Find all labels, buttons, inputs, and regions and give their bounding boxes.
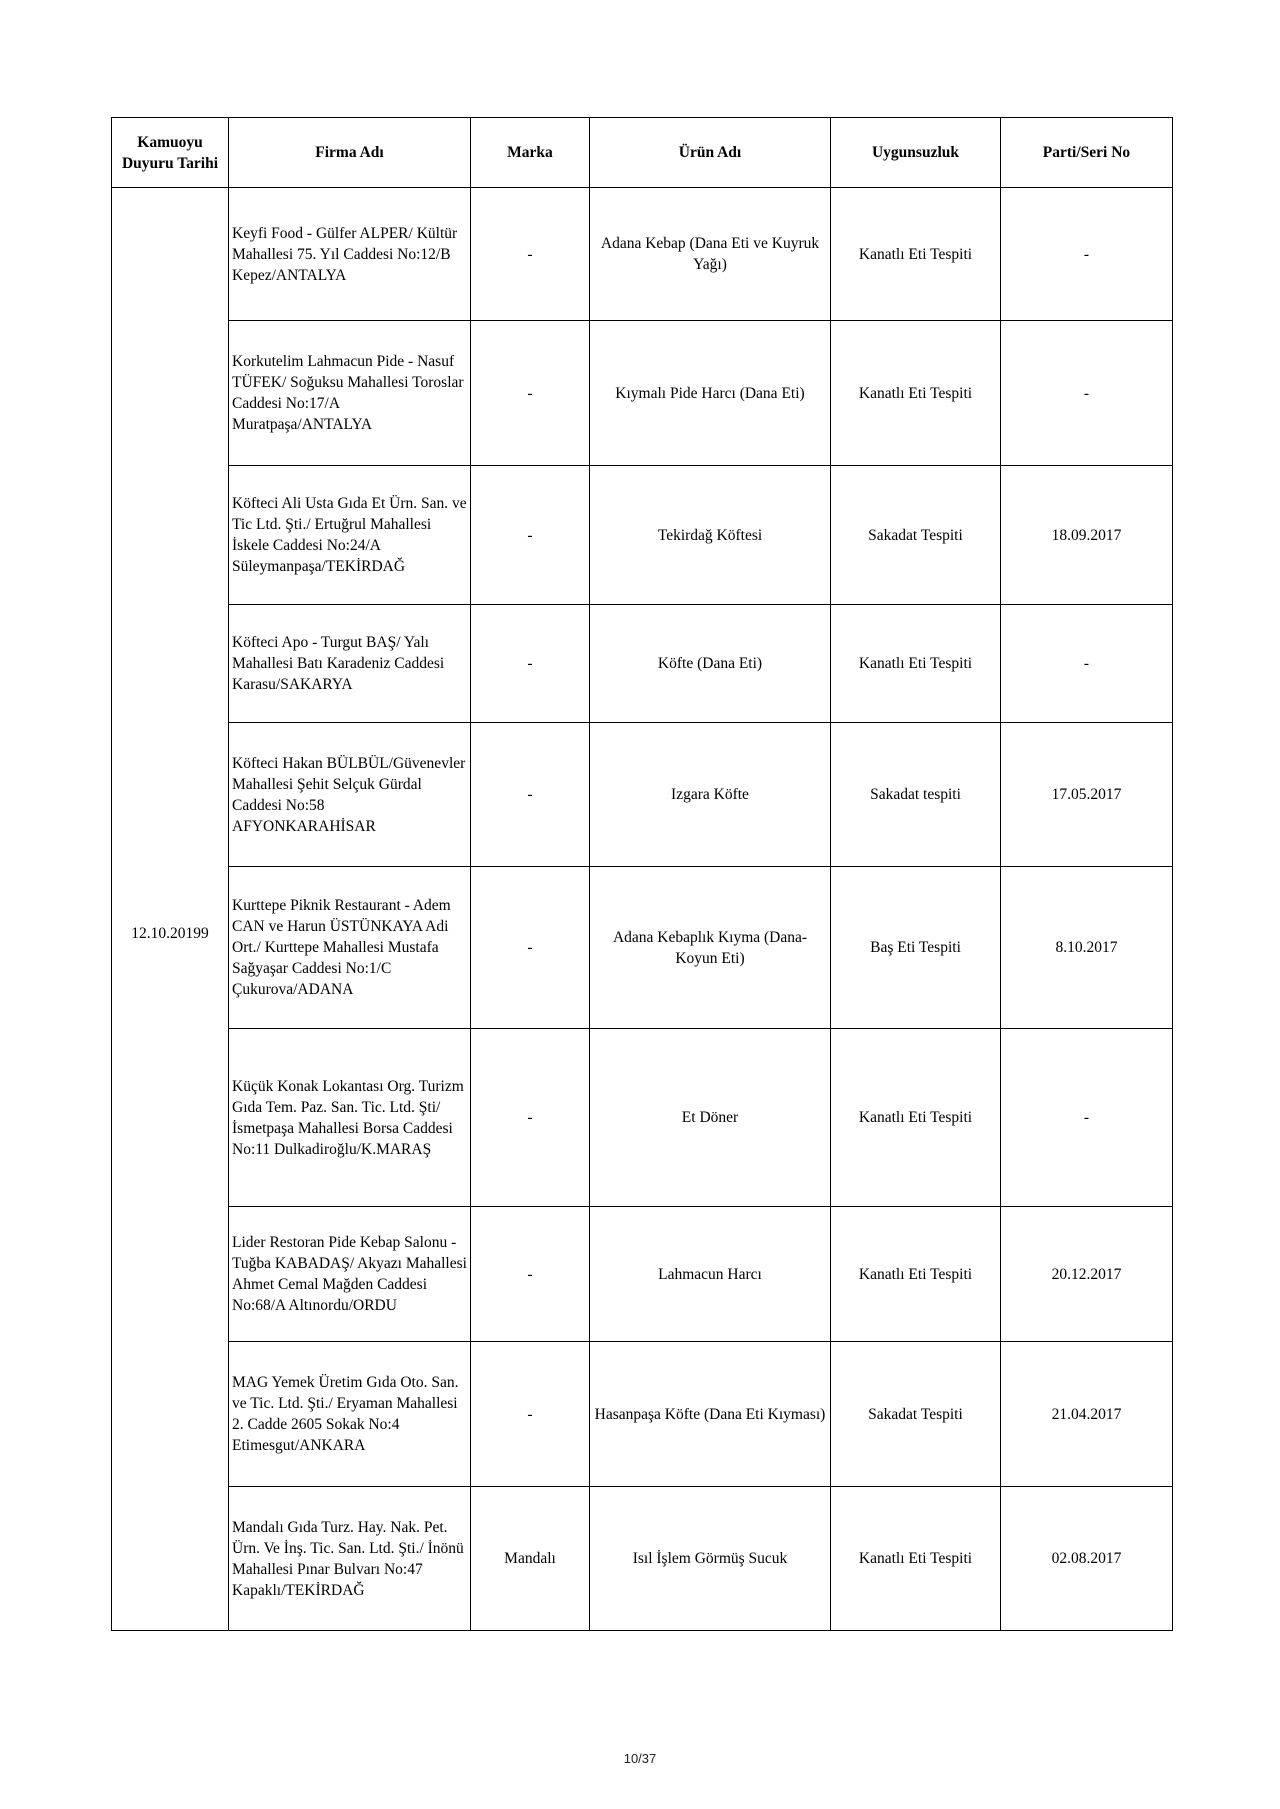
table-row [112,605,1173,723]
brand-cell: Mandalı [471,1487,590,1631]
product-cell: Köfte (Dana Eti) [590,605,831,723]
product-cell: Adana Kebap (Dana Eti ve Kuyruk Yağı) [590,188,831,321]
product-cell: Kıymalı Pide Harcı (Dana Eti) [590,321,831,466]
nonconformity-cell: Kanatlı Eti Tespiti [831,605,1001,723]
batch-cell: - [1001,1029,1173,1207]
table-row [112,1207,1173,1342]
batch-cell: 20.12.2017 [1001,1207,1173,1342]
product-cell: Izgara Köfte [590,723,831,867]
batch-cell: 21.04.2017 [1001,1342,1173,1487]
table-row [112,188,1173,321]
batch-cell: 18.09.2017 [1001,466,1173,605]
table-row [112,1487,1173,1631]
table-row [112,1029,1173,1207]
batch-cell: 8.10.2017 [1001,867,1173,1029]
product-cell: Isıl İşlem Görmüş Sucuk [590,1487,831,1631]
table-row [112,466,1173,605]
nonconformity-cell: Kanatlı Eti Tespiti [831,1487,1001,1631]
firm-cell: Köfteci Hakan BÜLBÜL/Güvenevler Mahallesi Şehit Selçuk Gürdal Caddesi No:58 AFYONKARAHİSAR [229,723,471,867]
product-cell: Adana Kebaplık Kıyma (Dana-Koyun Eti) [590,867,831,1029]
nonconformity-cell: Kanatlı Eti Tespiti [831,1207,1001,1342]
brand-cell: - [471,1207,590,1342]
nonconformity-cell: Sakadat Tespiti [831,1342,1001,1487]
brand-cell: - [471,605,590,723]
nonconformity-cell: Kanatlı Eti Tespiti [831,321,1001,466]
announcement-date-cell: 12.10.20199 [112,188,229,1631]
firm-cell: Köfteci Ali Usta Gıda Et Ürn. San. ve Tic Ltd. Şti./ Ertuğrul Mahallesi İskele Caddesi No:24/A Süleymanpaşa/TEKİRDAĞ [229,466,471,605]
brand-cell: - [471,1342,590,1487]
brand-cell: - [471,466,590,605]
product-cell: Lahmacun Harcı [590,1207,831,1342]
page-number: 10/37 [623,1751,657,1766]
product-cell: Et Döner [590,1029,831,1207]
firm-cell: MAG Yemek Üretim Gıda Oto. San. ve Tic. Ltd. Şti./ Eryaman Mahallesi 2. Cadde 2605 Sokak No:4 Etimesgut/ANKARA [229,1342,471,1487]
batch-cell: - [1001,188,1173,321]
brand-cell: - [471,1029,590,1207]
nonconformity-cell: Sakadat tespiti [831,723,1001,867]
product-cell: Hasanpaşa Köfte (Dana Eti Kıyması) [590,1342,831,1487]
nonconformity-cell: Kanatlı Eti Tespiti [831,1029,1001,1207]
brand-cell: - [471,867,590,1029]
firm-cell: Kurttepe Piknik Restaurant - Adem CAN ve Harun ÜSTÜNKAYA Adi Ort./ Kurttepe Mahallesi Mustafa Sağyaşar Caddesi No:1/C Çukurova/ADANA [229,867,471,1029]
firm-cell: Küçük Konak Lokantası Org. Turizm Gıda Tem. Paz. San. Tic. Ltd. Şti/ İsmetpaşa Mahallesi Borsa Caddesi No:11 Dulkadiroğlu/K.MARAŞ [229,1029,471,1207]
table-row [112,1342,1173,1487]
header-product: Ürün Adı [590,118,831,188]
header-firm: Firma Adı [229,118,471,188]
firm-cell: Korkutelim Lahmacun Pide - Nasuf TÜFEK/ Soğuksu Mahallesi Toroslar Caddesi No:17/A Muratpaşa/ANTALYA [229,321,471,466]
batch-cell: - [1001,321,1173,466]
brand-cell: - [471,321,590,466]
header-nonconformity: Uygunsuzluk [831,118,1001,188]
batch-cell: 17.05.2017 [1001,723,1173,867]
table-header-row [112,118,1173,188]
nonconformity-cell: Sakadat Tespiti [831,466,1001,605]
recall-table [111,117,1173,1631]
brand-cell: - [471,723,590,867]
table-row [112,321,1173,466]
header-brand: Marka [471,118,590,188]
batch-cell: - [1001,605,1173,723]
header-date: Kamuoyu Duyuru Tarihi [112,118,229,188]
table-row [112,723,1173,867]
firm-cell: Mandalı Gıda Turz. Hay. Nak. Pet. Ürn. Ve İnş. Tic. San. Ltd. Şti./ İnönü Mahallesi Pınar Bulvarı No:47 Kapaklı/TEKİRDAĞ [229,1487,471,1631]
firm-cell: Köfteci Apo - Turgut BAŞ/ Yalı Mahallesi Batı Karadeniz Caddesi Karasu/SAKARYA [229,605,471,723]
table-row [112,867,1173,1029]
nonconformity-cell: Kanatlı Eti Tespiti [831,188,1001,321]
nonconformity-cell: Baş Eti Tespiti [831,867,1001,1029]
product-cell: Tekirdağ Köftesi [590,466,831,605]
batch-cell: 02.08.2017 [1001,1487,1173,1631]
brand-cell: - [471,188,590,321]
firm-cell: Keyfi Food - Gülfer ALPER/ Kültür Mahallesi 75. Yıl Caddesi No:12/B Kepez/ANTALYA [229,188,471,321]
firm-cell: Lider Restoran Pide Kebap Salonu - Tuğba KABADAŞ/ Akyazı Mahallesi Ahmet Cemal Mağden Caddesi No:68/A Altınordu/ORDU [229,1207,471,1342]
header-batch: Parti/Seri No [1001,118,1173,188]
